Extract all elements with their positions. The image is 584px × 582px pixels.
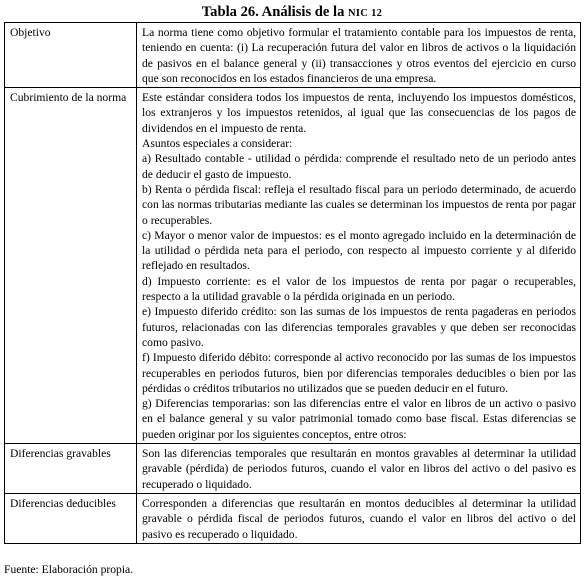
table-row (5, 88, 581, 444)
paragraph: f) Impuesto diferido débito: corresponde al activo reconocido por las sumas de los impuestos recuperables en periodos futuros, bien por diferencias temporales deducibles o bien por las pérdidas o créditos tributarios no utilizados que se pueden deducir en el futuro. (142, 351, 576, 395)
row-content (137, 23, 581, 88)
row-content (137, 444, 581, 494)
paragraph: d) Impuesto corriente: es el valor de los impuestos de renta por pagar o recuperables, respecto a la utilidad gravable o la pérdida originada en un periodo. (142, 274, 576, 304)
paragraph: Son las diferencias temporales que resultarán en montos gravables al determinar la utilidad gravable (pérdida) de periodos futuros, cuando el valor en libros del activo o del pasivo es recuperado o liquidado. (142, 447, 576, 491)
paragraph: La norma tiene como objetivo formular el tratamiento contable para los impuestos de renta, teniendo en cuenta: (i) La recuperación futura del valor en libros de activos o la liquidación de pasivos en el balance general y (ii) transacciones y otros eventos del ejercicio en curso que son reconocidos en los estados financieros de una empresa. (142, 26, 576, 85)
paragraph: b) Renta o pérdida fiscal: refleja el resultado fiscal para un periodo determinado, de acuerdo con las normas tributarias mediante las cuales se determinan los impuestos de renta por pagar o recuperables. (142, 182, 576, 227)
paragraph: a) Resultado contable - utilidad o pérdida: comprende el resultado neto de un periodo antes de deducir el gasto de impuesto. (142, 152, 576, 181)
table-title-text: Tabla 26. Análisis de la (201, 4, 345, 20)
row-label: Cubrimiento de la norma (5, 88, 137, 444)
row-label: Diferencias deducibles (5, 493, 137, 543)
source-note: Fuente: Elaboración propia. (4, 563, 134, 576)
table-row (5, 23, 581, 88)
paragraph: g) Diferencias temporarias: son las diferencias entre el valor en libros de un activo o pasivo en el balance general y su valor patrimonial tomado como base fiscal. Estas diferencias se pueden originar por los siguientes conceptos, entre otros: (142, 397, 576, 441)
paragraph: e) Impuesto diferido crédito: son las sumas de los impuestos de renta pagaderas en periodos futuros, relacionadas con las diferencias temporales gravables y que deben ser reconocidas como pasivo. (142, 305, 576, 349)
table-title (0, 3, 584, 23)
row-content (137, 493, 581, 543)
paragraph: Asuntos especiales a considerar: (142, 137, 293, 151)
table-row (5, 493, 581, 543)
paragraph: Corresponden a diferencias que resultarán en montos deducibles al determinar la utilidad gravable o pérdida fiscal de periodos futuros, cuando el valor en libros del activo o del pasivo es recuperado o liquidado. (142, 496, 576, 541)
row-content (137, 88, 581, 444)
row-label: Diferencias gravables (5, 444, 137, 494)
paragraph: c) Mayor o menor valor de impuestos: es el monto agregado incluido en la determinación de la utilidad o pérdida neta para el periodo, con respecto al impuesto corriente y al diferido reflejado en resultados. (142, 228, 576, 273)
paragraph: Este estándar considera todos los impuestos de renta, incluyendo los impuestos domésticos, los extranjeros y los impuestos retenidos, al igual que las consecuencias de los pagos de dividendos en el impuesto de renta. (142, 91, 576, 135)
table-row (5, 444, 581, 494)
row-label: Objetivo (5, 23, 137, 88)
table-title-norm: NIC 12 (348, 8, 383, 19)
analysis-table (4, 22, 581, 544)
